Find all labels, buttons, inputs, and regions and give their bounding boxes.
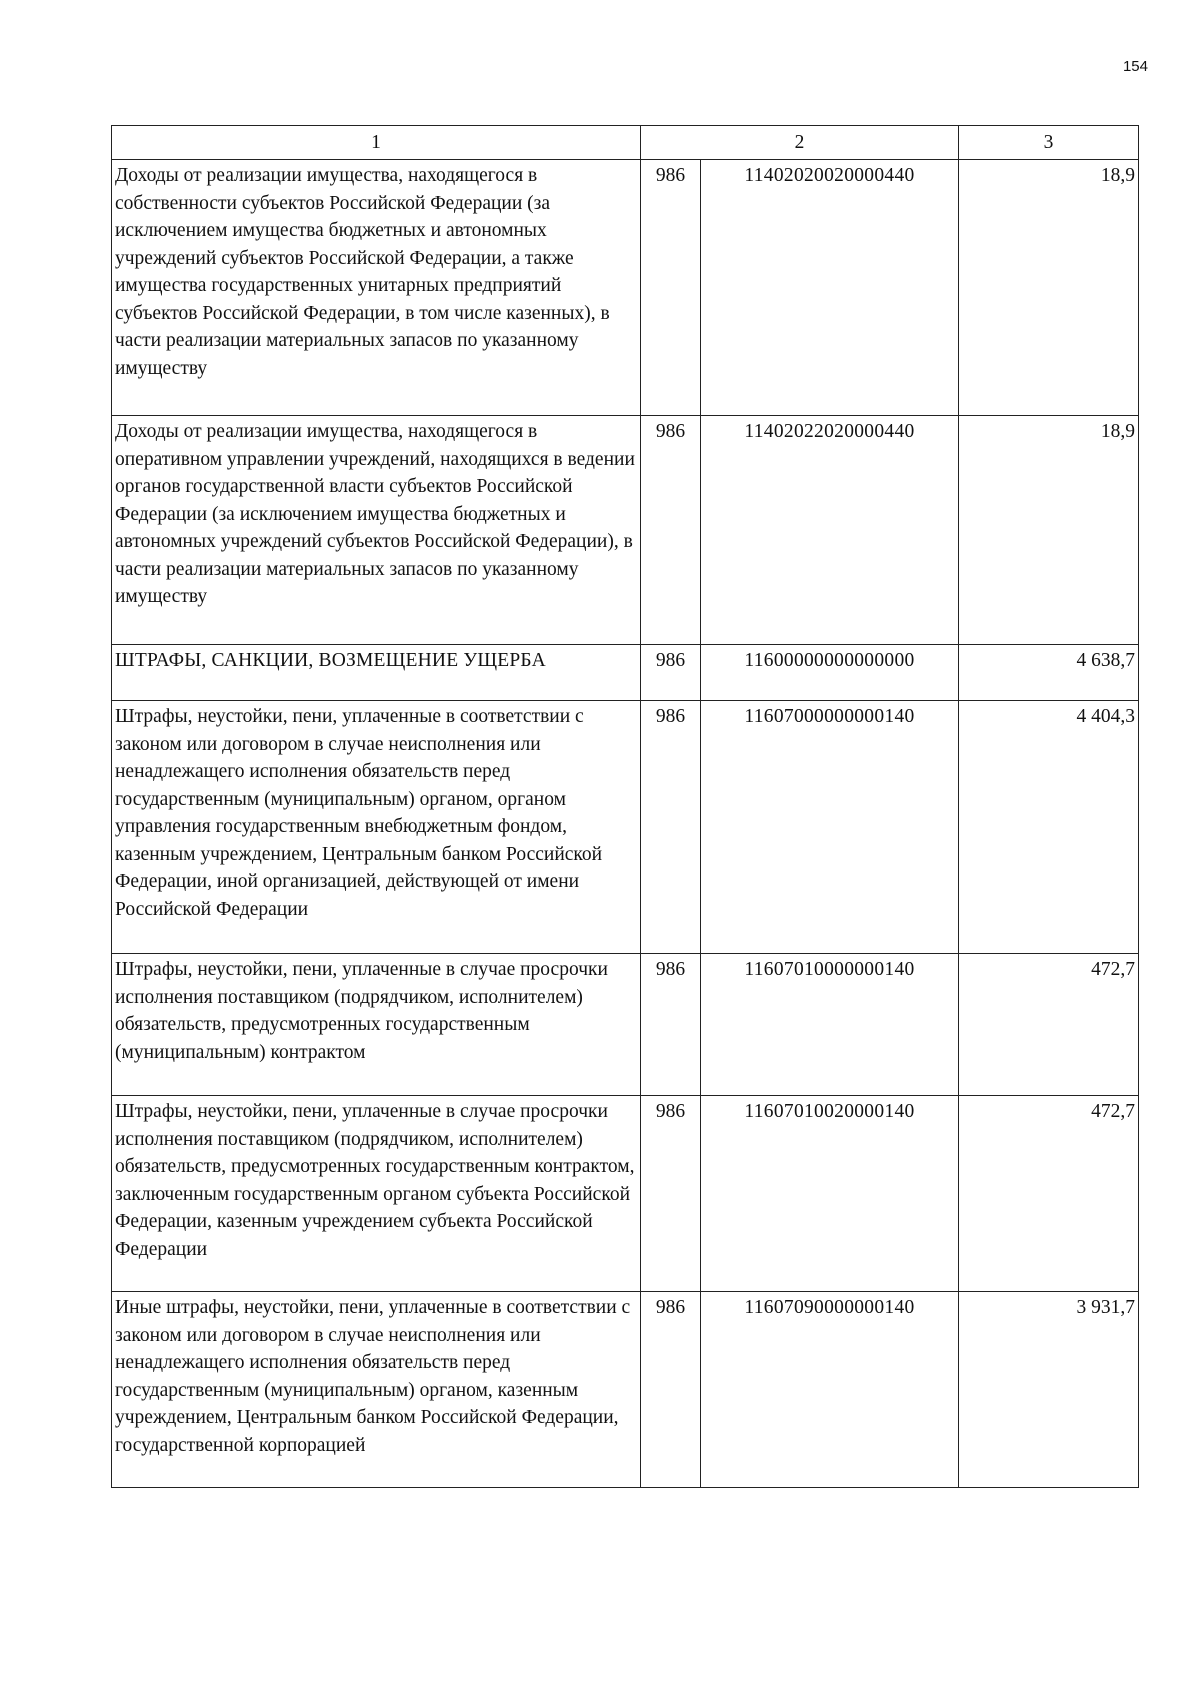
- row-description: Доходы от реализации имущества, находящегося в собственности субъектов Российской Федерации (за исключением имущества бюджетных и автономных учреждений субъектов Российской Федерации, а также имущества государственных унитарных предприятий субъектов Российской Федерации, в том числе казенных), в части реализации материальных запасов по указанному имуществу: [112, 160, 641, 416]
- row-amount: 3 931,7: [959, 1292, 1139, 1488]
- table-row: [112, 1292, 1139, 1488]
- row-admin-code: 986: [641, 701, 701, 954]
- row-admin-code: 986: [641, 1096, 701, 1292]
- row-amount: 472,7: [959, 1096, 1139, 1292]
- row-description: Штрафы, неустойки, пени, уплаченные в соответствии с законом или договором в случае неисполнения или ненадлежащего исполнения обязательств перед государственным (муниципальным) органом, органом управления государственным внебюджетным фондом, казенным учреждением, Центральным банком Российской Федерации, иной организацией, действующей от имени Российской Федерации: [112, 701, 641, 954]
- row-admin-code: 986: [641, 645, 701, 701]
- row-admin-code: 986: [641, 954, 701, 1096]
- table-row: [112, 416, 1139, 645]
- row-description: Штрафы, неустойки, пени, уплаченные в случае просрочки исполнения поставщиком (подрядчиком, исполнителем) обязательств, предусмотренных государственным контрактом, заключенным государственным органом субъекта Российской Федерации, казенным учреждением субъекта Российской Федерации: [112, 1096, 641, 1292]
- row-budget-code: 11607000000000140: [701, 701, 959, 954]
- table-row: [112, 1096, 1139, 1292]
- revenue-table: [111, 125, 1139, 1488]
- row-budget-code: 11607010000000140: [701, 954, 959, 1096]
- row-amount: 18,9: [959, 416, 1139, 645]
- table-row: [112, 701, 1139, 954]
- row-admin-code: 986: [641, 416, 701, 645]
- row-description: Иные штрафы, неустойки, пени, уплаченные в соответствии с законом или договором в случае неисполнения или ненадлежащего исполнения обязательств перед государственным (муниципальным) органом, казенным учреждением, Центральным банком Российской Федерации, государственной корпорацией: [112, 1292, 641, 1488]
- row-budget-code: 11402020020000440: [701, 160, 959, 416]
- column-header-1: 1: [112, 126, 641, 160]
- row-description: Штрафы, неустойки, пени, уплаченные в случае просрочки исполнения поставщиком (подрядчиком, исполнителем) обязательств, предусмотренных государственным (муниципальным) контрактом: [112, 954, 641, 1096]
- table-row: [112, 160, 1139, 416]
- column-header-3: 3: [959, 126, 1139, 160]
- column-header-2: 2: [641, 126, 959, 160]
- table-row: [112, 954, 1139, 1096]
- row-budget-code: 11402022020000440: [701, 416, 959, 645]
- row-admin-code: 986: [641, 160, 701, 416]
- row-admin-code: 986: [641, 1292, 701, 1488]
- page-number: 154: [1122, 58, 1148, 75]
- row-budget-code: 11607010020000140: [701, 1096, 959, 1292]
- row-budget-code: 11600000000000000: [701, 645, 959, 701]
- row-amount: 18,9: [959, 160, 1139, 416]
- row-amount: 4 404,3: [959, 701, 1139, 954]
- row-amount: 472,7: [959, 954, 1139, 1096]
- row-description: ШТРАФЫ, САНКЦИИ, ВОЗМЕЩЕНИЕ УЩЕРБА: [112, 645, 641, 701]
- row-amount: 4 638,7: [959, 645, 1139, 701]
- table-header-row: [112, 126, 1139, 160]
- table-row: [112, 645, 1139, 701]
- row-budget-code: 11607090000000140: [701, 1292, 959, 1488]
- row-description: Доходы от реализации имущества, находящегося в оперативном управлении учреждений, находящихся в ведении органов государственной власти субъектов Российской Федерации (за исключением имущества бюджетных и автономных учреждений субъектов Российской Федерации), в части реализации материальных запасов по указанному имуществу: [112, 416, 641, 645]
